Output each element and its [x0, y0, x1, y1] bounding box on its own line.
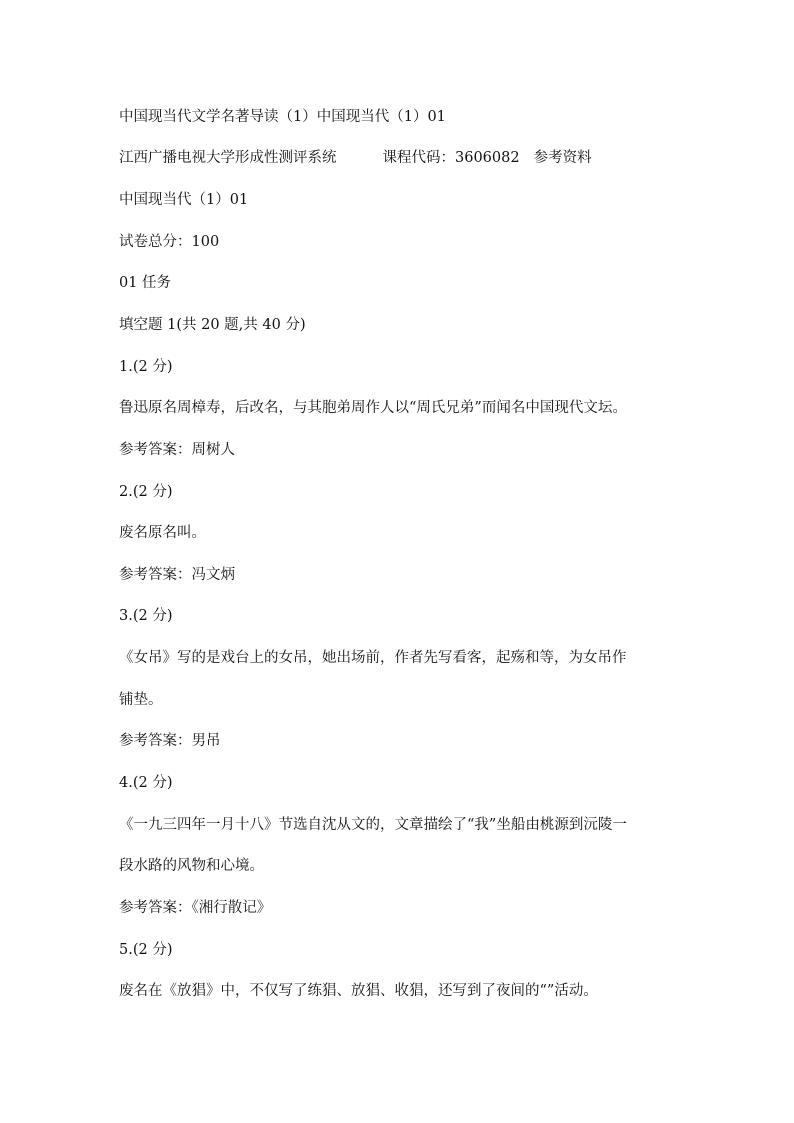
question-text-continued: 铺垫。 [119, 692, 163, 708]
question-number: 1.(2 分) [119, 359, 173, 375]
question-text: 废名原名叫。 [119, 525, 206, 541]
reference-label: 参考资料 [533, 150, 592, 166]
paper-subtitle: 中国现当代（1）01 [119, 192, 249, 208]
section-heading: 填空题 1(共 20 题,共 40 分) [119, 317, 306, 333]
question-text: 《一九三四年一月十八》节选自沈从文的，文章描绘了“我”坐船由桃源到沅陵一 [119, 817, 627, 833]
task-label: 01 任务 [119, 275, 172, 291]
question-text: 废名在《放猖》中，不仅写了练猖、放猖、收猖，还写到了夜间的“”活动。 [119, 983, 598, 999]
document-title: 中国现当代文学名著导读（1）中国现当代（1）01 [119, 109, 446, 125]
question-number: 2.(2 分) [119, 484, 173, 500]
answer-text: 参考答案：男吊 [119, 733, 221, 749]
course-code: 课程代码：3606082 [382, 150, 520, 166]
system-name: 江西广播电视大学形成性测评系统 [119, 150, 337, 166]
answer-text: 参考答案：周树人 [119, 442, 235, 458]
question-text: 《女吊》写的是戏台上的女吊，她出场前，作者先写看客，起殇和等，为女吊作 [119, 650, 627, 666]
answer-text: 参考答案：冯文炳 [119, 567, 235, 583]
total-score: 试卷总分：100 [119, 234, 220, 250]
header-line [119, 148, 592, 168]
question-text-continued: 段水路的风物和心境。 [119, 858, 264, 874]
question-number: 4.(2 分) [119, 775, 173, 791]
question-number: 5.(2 分) [119, 942, 173, 958]
question-number: 3.(2 分) [119, 608, 173, 624]
question-text: 鲁迅原名周樟寿，后改名，与其胞弟周作人以“周氏兄弟”而闻名中国现代文坛。 [119, 400, 627, 416]
answer-text: 参考答案：《湘行散记》 [119, 900, 272, 916]
